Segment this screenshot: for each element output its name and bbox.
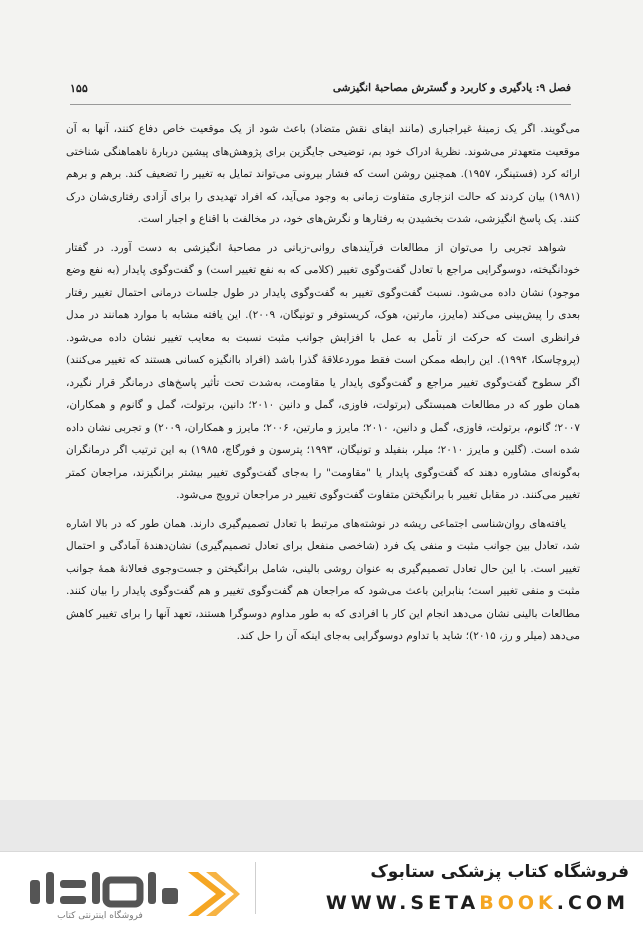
footer-divider xyxy=(255,862,256,914)
paragraph: یافته‌های روان‌شناسی اجتماعی ریشه در نوشته‌های مرتبط با تعادل تصمیم‌گیری دارند. همان طور که در بالا اشاره شد، تعادل بین جوانب مثبت و منفی یک فرد (شاخصی منفعل برای تعادل تصمیم‌گیری) نشان‌دهندهٔ آمادگی و احتمال تغییر است. با این حال تعادل تصمیم‌گیری به عنوان روشی بالینی، شامل برانگیختن و جست‌وجوی فعالانهٔ همهٔ جوانب مثبت و منفی تغییر است؛ بنابراین باعث می‌شود که مراجعان هم گفت‌وگوی تغییر و هم گفت‌وگوی پایدار را بیان کنند. مطالعات بالینی نشان می‌دهد انجام این کار با افرادی که به طور مداوم دوسوگرا هستند، تعهد آنها را برای تغییر کاهش می‌دهد (میلر و رز، ۲۰۱۵)؛ شاید با تداوم دوسوگرایی به‌جای اینکه آن را حل کند. xyxy=(66,517,580,642)
page-number: ۱۵۵ xyxy=(70,82,88,95)
paragraph: می‌گویند. اگر یک زمینهٔ غیراجباری (مانند ایفای نقش متضاد) باعث شود از یک موقعیت خاص دفاع کنند، آنها به آن موقعیت متعهدتر می‌شوند. نظریهٔ ادراک خود بم، توضیحی جایگزین برای پژوهش‌های پیشین دربارهٔ ناهماهنگی شناختی ارائه کرد (فستینگر، ۱۹۵۷). همچنین روشن است که فشار بیرونی می‌تواند تمایل به تغییر را تضعیف کند. برهم و برهم (۱۹۸۱) بیان کردند که حالت انزجاری متفاوت زمانی به وجود می‌آید، که افراد تهدیدی را برای آزادی رفتاری‌شان درک کنند. یک پاسخ انگیزشی، شدت بخشیدن به رفتارها و نگرش‌های خود، در مخالفت با اقناع و اجبار است. xyxy=(66,123,580,225)
header-divider xyxy=(70,104,571,105)
store-url[interactable] xyxy=(326,892,629,914)
url-accent: BOOK xyxy=(479,892,557,914)
paragraph: شواهد تجربی را می‌توان از مطالعات فرآیندهای روانی-زبانی در مصاحبهٔ انگیزشی به دست آورد. در گفتار خودانگیخته، دوسوگرایی مراجع با تعادل گفت‌وگوی تغییر (کلامی که به نفع تغییر است) و گفت‌وگوی پایدار (به نفع وضع موجود) نشان داده می‌شود. نسبت گفت‌وگوی تغییر به گفت‌وگوی پایدار در طول جلسات درمانی احتمال تغییر رفتار بعدی را پیش‌بینی می‌کند (مایرز، مارتین، هوک، کریستوفر و تونیگان، ۲۰۰۹). این یافته مشابه با موارد همانند در مدل فرانظری است که حرکت از تأمل به عمل با افزایش جوانب مثبت نسبت به معایب تغییر نشان داده می‌شود. (پروچاسکا، ۱۹۹۴). این رابطه ممکن است فقط موردعلاقهٔ گذرا باشد (افراد باانگیزه کسانی هستند که تغییر می‌کنند) اگر سطوح گفت‌وگوی تغییر مراجع و گفت‌وگوی پایدار یا مقاومت، به‌شدت تحت تأثیر پاسخ‌های درمانگر قرار نگیرد، همان طور که در مطالعات همبستگی (برتولت، فاوزی، گمل و دانین ۲۰۱۰؛ دانین، برتولت، گمل و گانوم و همکاران، ۲۰۰۷؛ گانوم، برتولت، فاوزی، گمل و دانین، ۲۰۱۰؛ مایرز و مارتین، ۲۰۰۶؛ مایرز و همکاران، ۲۰۰۹) و تجربی نشان داده شده است. (گلین و مایرز ۲۰۱۰؛ میلر، بنفیلد و تونیگان، ۱۹۹۳؛ پترسون و فورگاچ، ۱۹۸۵) به این ترتیب اگر درمانگران به‌گونه‌ای مشاوره دهند که گفت‌وگوی پایدار یا "مقاومت" را به‌جای گفت‌وگوی تغییر بیشتر برانگیزند، مراجعان کمتر تغییر می‌کنند. در مقابل تغییر با برانگیختن متفاوت گفت‌وگوی تغییر در مراجعان ترویج می‌شود. xyxy=(66,241,580,501)
url-suffix: .COM xyxy=(556,892,629,914)
body-text xyxy=(66,118,580,654)
chevron-logo-icon xyxy=(188,872,240,916)
chapter-title: فصل ۹: یادگیری و کاربرد و گسترش مصاحبهٔ انگیزشی xyxy=(332,82,571,94)
running-head xyxy=(70,82,571,102)
store-name[interactable]: فروشگاه کتاب پزشکی ستابوک xyxy=(370,862,629,882)
store-footer xyxy=(0,851,643,927)
url-prefix: WWW.SETA xyxy=(325,892,480,914)
logo-tagline: فروشگاه اینترنتی کتاب xyxy=(57,911,143,921)
logo-wordmark xyxy=(30,872,178,904)
setabook-logo[interactable] xyxy=(20,866,240,922)
